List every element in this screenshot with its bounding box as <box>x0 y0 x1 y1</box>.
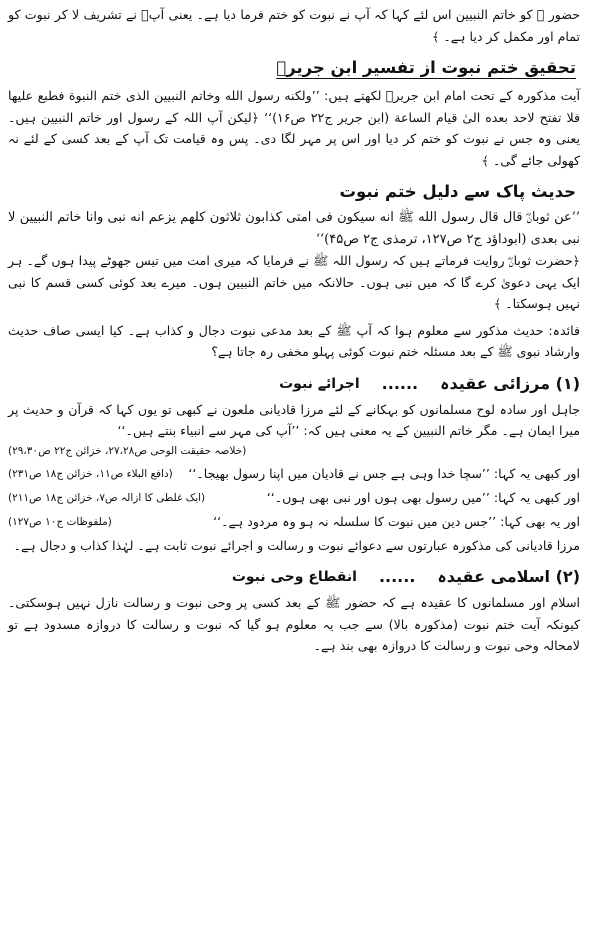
reference-line: (خلاصہ حقیقت الوحی ص۲۷،۲۸، خزائن ج۲۲ ص۲۹،۳۰) <box>8 444 247 457</box>
quote-text: اور کبھی یہ کہا: ’’میں رسول بھی ہوں اور نبی بھی ہوں۔‘‘ <box>266 489 580 505</box>
quote-row <box>8 463 580 485</box>
quote-text: اور یہ بھی کہا: ’’جس دین میں نبوت کا سلسلہ نہ ہو وہ مردود ہے۔‘‘ <box>213 513 580 529</box>
quote-reference: (ایک غلطی کا ازالہ ص۷، خزائن ج۱۸ ص۲۱۱) <box>8 491 206 504</box>
ibn-jarir-paragraph: آیت مذکورہ کے تحت امام ابن جریرؒ لکھتے ہیں: ’’ولکنه رسول الله وخاتم النبیین الذی ختم النبوة فطبع علیها فلا تفتح لاحد بعده الیٰ قیام الساعة (ابن جریر ج۲۲ ص۱۶)‘‘ ﴿لیکن آپ اللہ کے رسول اور خاتم النبیین ہیں۔ یعنی وہ جس نے نبوت کو ختم کر دیا اور اس پر مہر لگا دی۔ پس وہ قیامت تک آپ کے بعد کسی کے لئے نہ کھولی جائے گی۔ ﴾ <box>8 88 580 168</box>
heading-ibn-jarir: تحقیق ختم نبوت از تفسیر ابن جریرؒ <box>276 58 576 77</box>
faida-paragraph: فائدہ: حدیث مذکور سے معلوم ہوا کہ آپ ﷺ کے بعد مدعی نبوت دجال و کذاب ہے۔ کیا ایسی صاف حدیث وارشاد نبوی ﷺ کے بعد مسئلہ ختم نبوت کوئی پہلو مخفی رہ جاتا ہے؟ <box>8 322 580 359</box>
quote-reference: (دافع البلاء ص۱۱، خزائن ج۱۸ ص۲۳۱) <box>8 467 173 480</box>
section-number-title: (۲) اسلامی عقیدہ <box>437 567 580 586</box>
islamic-belief-paragraph: اسلام اور مسلمانوں کا عقیدہ ہے کہ حضور ﷺ کے بعد کسی پر وحی نبوت و رسالت نازل نہیں ہوسکتی۔ کیونکہ آیت ختم نبوت (مذکورہ بالا) سے جب یہ معلوم ہو گیا کہ نبوت و رسالت کا دروازہ مسدود ہے تو لامحالہ وحی نبوت و رسالت کا دروازہ بھی بند ہے۔ <box>8 595 580 653</box>
conclusion-paragraph: مرزا قادیانی کی مذکورہ عبارتوں سے دعوائے نبوت و رسالت و اجرائے نبوت ثابت ہے۔ لہٰذا کذاب و دجال ہے۔ <box>13 537 580 553</box>
section-heading-mirzai <box>8 371 580 397</box>
quote-text: اور کبھی یہ کہا: ’’سچا خدا وہی ہے جس نے قادیان میں اپنا رسول بھیجا۔‘‘ <box>188 465 580 481</box>
mirzai-paragraph: جاہل اور سادہ لوح مسلمانوں کو بہکانے کے لئے مرزا قادیانی ملعون نے کبھی تو یوں کہا کہ قرآن و حدیث پر میرا ایمان ہے۔ مگر خاتم النبیین کے یہ معنی ہیں کہ: ’’آپ کی مہر سے انبیاء بنتے ہیں۔‘‘ <box>8 401 580 438</box>
intro-paragraph: حضور ﷺ کو خاتم النبیین اس لئے کہا کہ آپ نے نبوت کو ختم فرما دیا ہے۔ یعنی آپؐ نے تشریف لا کر نبوت کو تمام اور مکمل کر دیا ہے۔ ﴾ <box>8 7 580 44</box>
section-subtitle: اجرائے نبوت <box>279 375 360 392</box>
section-dots: ...... <box>378 567 416 586</box>
hadith-urdu-translation: ﴿حضرت ثوبانؓ روایت فرماتے ہیں کہ رسول اللہ ﷺ نے فرمایا کہ میری امت میں تیس جھوٹے پیدا ہوں گے۔ ہر ایک یہی دعویٰ کرے گا کہ میں نبی ہوں۔ حالانکہ میں خاتم النبیین ہوں۔ میرے بعد کوئی کسی قسم کا نبی نہیں ہوسکتا۔ ﴾ <box>8 253 580 311</box>
quote-reference: (ملفوظات ج۱۰ ص۱۲۷) <box>8 515 112 528</box>
heading-hadith-proof: حدیث پاک سے دلیل ختم نبوت <box>339 182 576 201</box>
section-subtitle: انقطاع وحی نبوت <box>231 569 357 585</box>
section-dots: ...... <box>381 373 419 393</box>
section-heading-islamic <box>8 564 580 590</box>
quote-row <box>8 511 580 533</box>
quote-row <box>8 487 580 509</box>
section-number-title: (۱) مرزائی عقیدہ <box>440 373 580 393</box>
hadith-arabic-text: ’’عن ثوبانؓ قال قال رسول الله ﷺ انه سیکون فی امتی کذابون ثلاثون کلهم یزعم انه نبی وانا خاتم النبیین لا نبی بعدی (ابوداؤد ج۲ ص۱۲۷، ترمذی ج۲ ص۴۵)‘‘ <box>8 210 580 247</box>
